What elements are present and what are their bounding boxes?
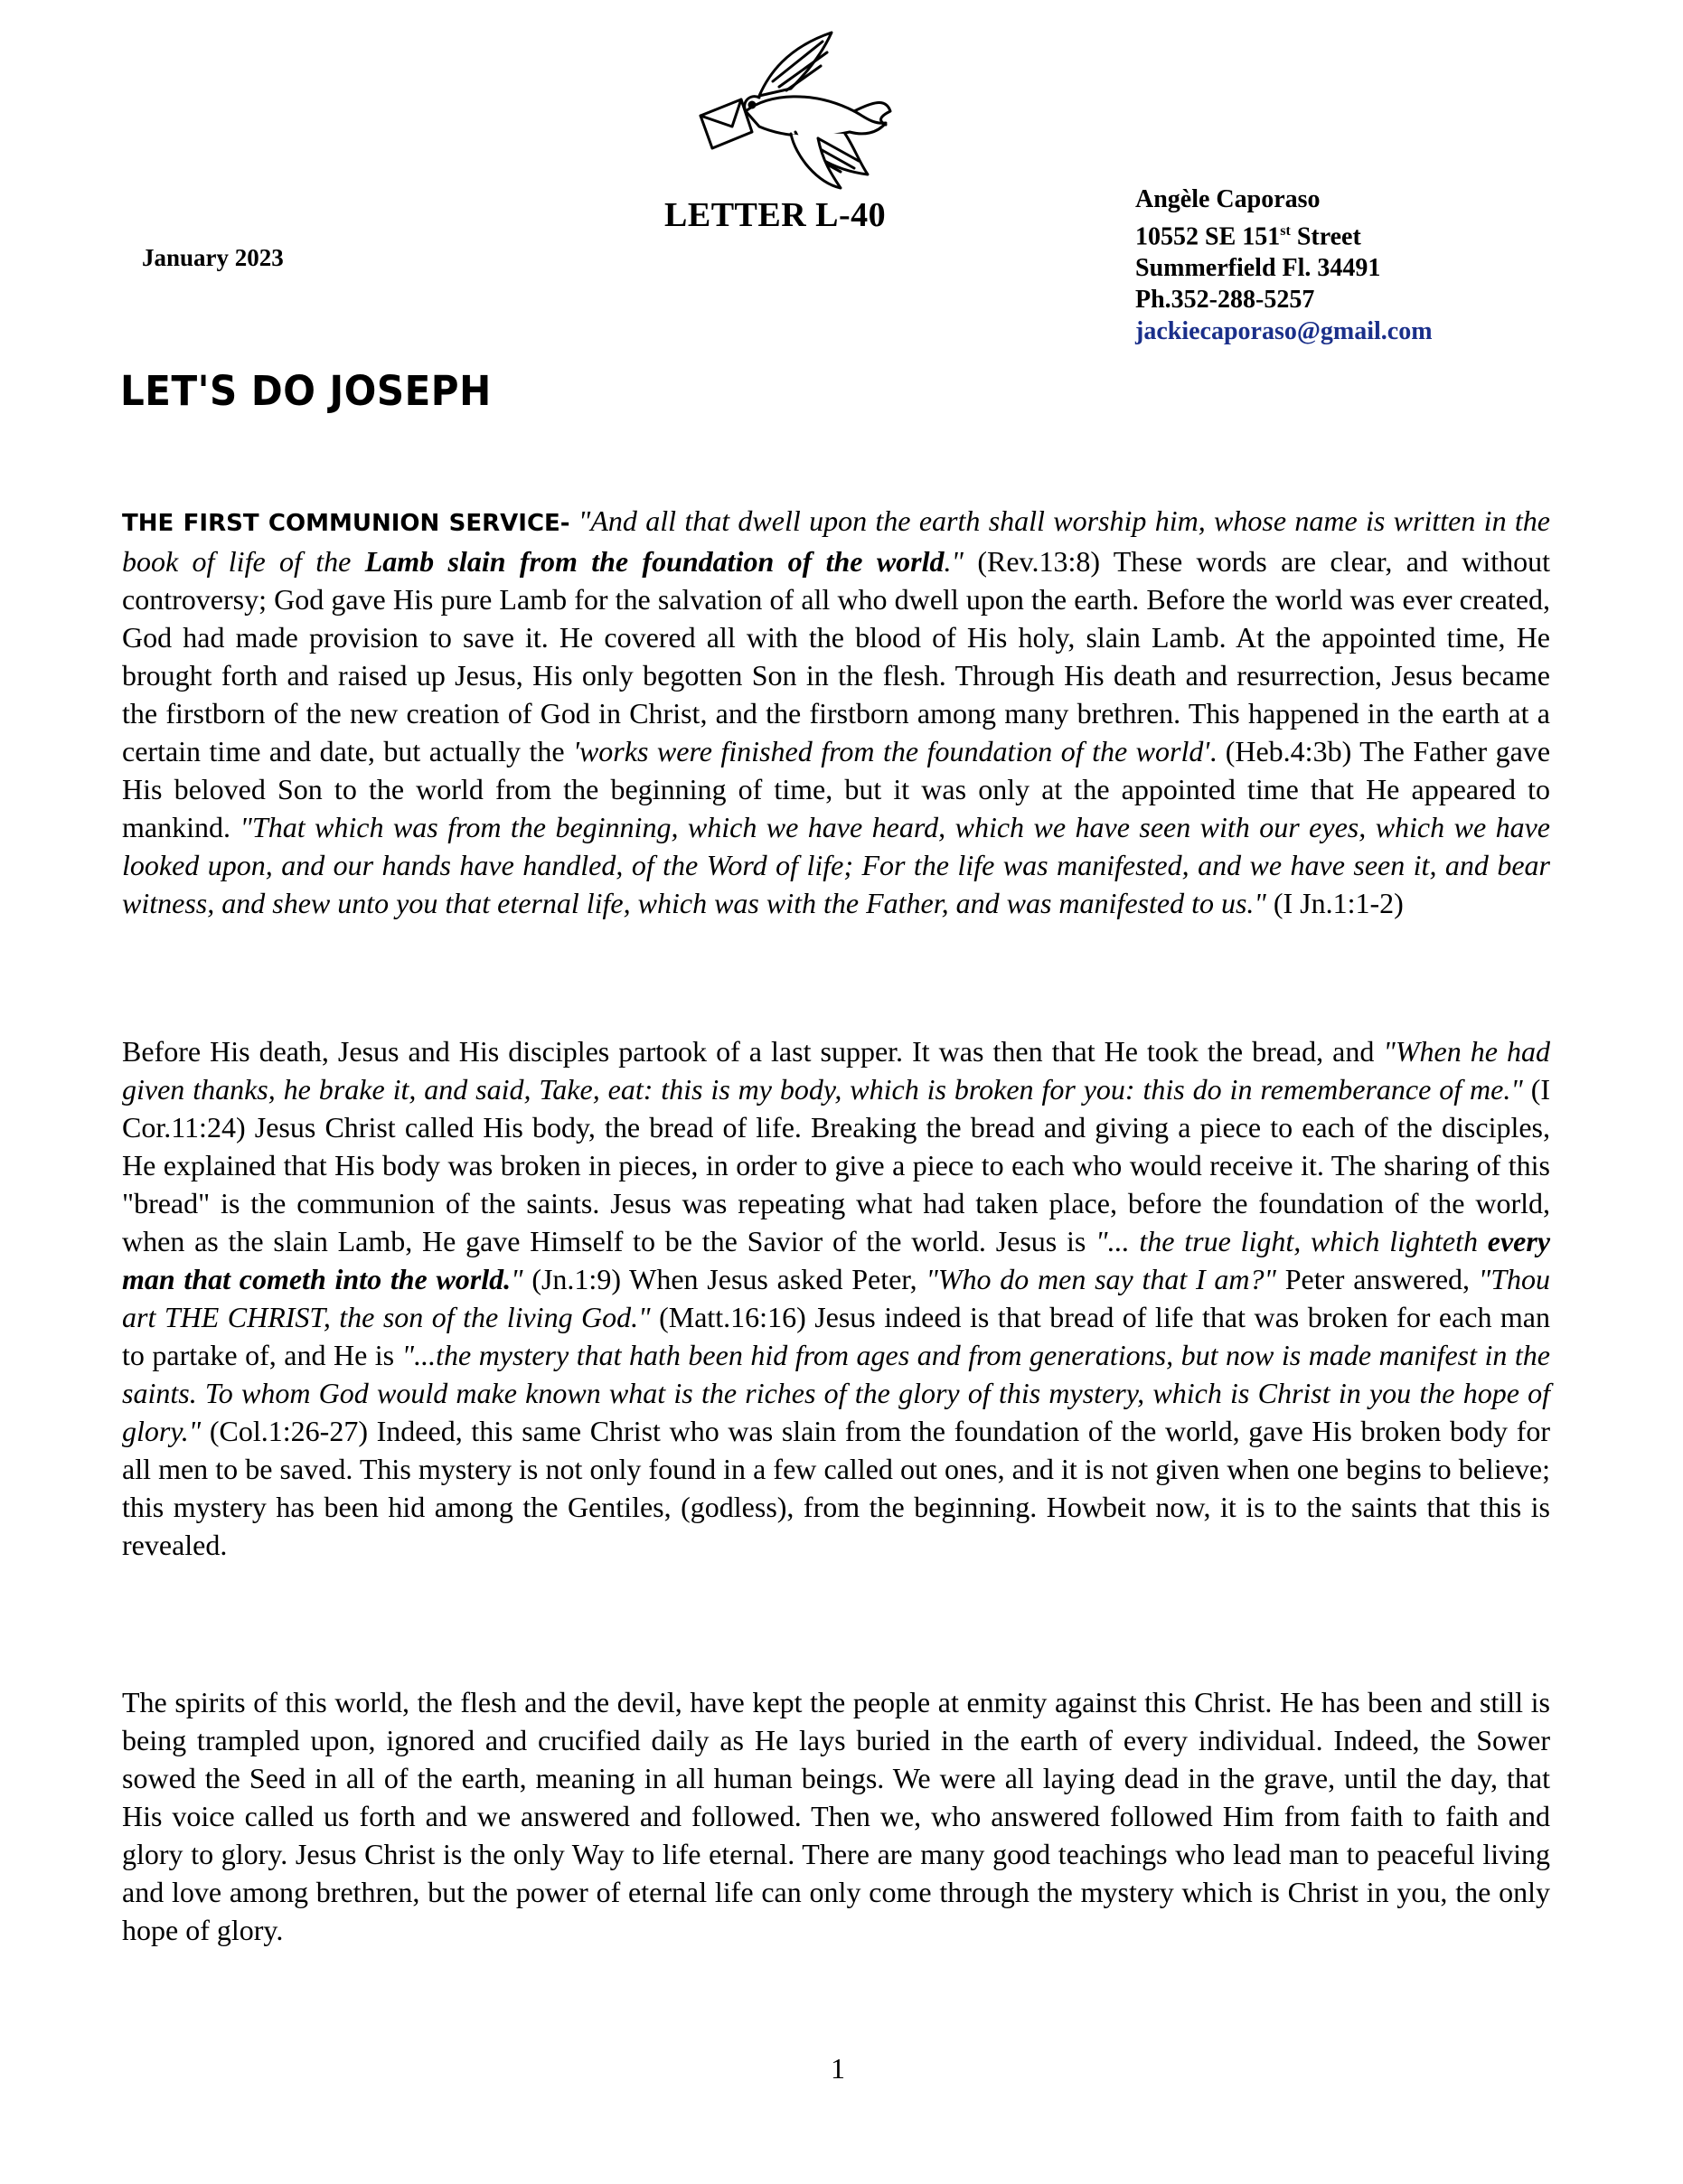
sender-name: Angèle Caporaso [1135,185,1321,213]
section-title: THE FIRST COMMUNION SERVICE- [122,510,570,537]
street-ordinal: st [1280,223,1291,239]
paragraph-3: The spirits of this world, the flesh and the devil, have kept the people at enmity against this Christ. He has been and still is being trampled upon, ignored and crucified daily as He lays buried in the earth of every individual. Indeed, the Sower sowed the Seed in all of the earth, meaning in all human beings. We were all laying dead in the grave, until the day, that His voice called us forth and we answered and followed. Then we, who answered followed Him from faith to faith and glory to glory. Jesus Christ is the only Way to life eternal. There are many good teachings who lead man to peaceful living and love among brethren, but the power of eternal life can only come through the mystery which is Christ in you, the only hope of glory. [122,1686,1550,1946]
sender-street [1135,215,1433,252]
sender-phone: Ph.352-288-5257 [1135,286,1315,315]
street-name: Street [1290,222,1361,251]
sender-email-link[interactable]: jackiecaporaso@gmail.com [1135,317,1433,346]
paragraph-2: Before His death, Jesus and His disciples partook of a last supper. It was then that He took the bread, and "When he had given thanks, he brake it, and said, Take, eat: this is my body, which is broken for you: this do in rememberance of me." (I Cor.11:24) Jesus Christ called His body, the bread of life. Breaking the bread and giving a piece to each of the disciples, He explained that His body was broken in pieces, in order to give a piece to each who would receive it. The sharing of this "bread" is the communion of the saints. Jesus was repeating what had taken place, before the foundation of the world, when as the slain Lamb, He gave Himself to be the Savior of the world. Jesus is "... the true light, which lighteth every man that cometh into the world." (Jn.1:9) When Jesus asked Peter, "Who do men say that I am?" Peter answered, "Thou art THE CHRIST, the son of the living God." (Matt.16:16) Jesus indeed is that bread of life that was broken for each man to partake of, and He is "...the mystery that hath been hid from ages and from generations, but now is made manifest in the saints. To whom God would make known what is the riches of the glory of this mystery, which is Christ in you the hope of glory." (Col.1:26-27) Indeed, this same Christ who was slain from the foundation of the world, gave His broken body for all men to be saved. This mystery is not only found in a few called out ones, and it is not given when one begins to believe; this mystery has been hid among the Gentiles, (godless), from the beginning. Howbeit now, it is to the saints that this is revealed. [122,1035,1551,1561]
sender-city: Summerfield Fl. 34491 [1135,254,1381,283]
street-number: 10552 SE 151 [1135,222,1281,251]
page-number: 1 [831,2052,845,2085]
sender-address [1135,184,1433,347]
letter-date: January 2023 [142,244,284,271]
paragraph-1: THE FIRST COMMUNION SERVICE- "And all that dwell upon the earth shall worship him, whose name is written in the book of life of the Lamb slain from the foundation of the world." (Rev.13:8) These words are clear, and without controversy; God gave His pure Lamb for the salvation of all who dwell upon the earth. Before the world was ever created, God had made provision to save it. He covered all with the blood of His holy, slain Lamb. At the appointed time, He brought forth and raised up Jesus, His only begotten Son in the flesh. Through His death and resurrection, Jesus became the firstborn of the new creation of God in Christ, and the firstborn among many brethren. This happened in the earth at a certain time and date, but actually the 'works were finished from the foundation of the world'. (Heb.4:3b) The Father gave His beloved Son to the world from the beginning of time, but it was only at the appointed time that He appeared to mankind. "That which was from the beginning, which we have heard, which we have seen with our eyes, which we have looked upon, and our hands have handled, of the Word of life; For the life was manifested, and we have seen it, and bear witness, and shew unto you that eternal life, which was with the Father, and was manifested to us." (I Jn.1:1-2) [122,504,1551,919]
page-heading: LET'S DO JOSEPH [120,367,492,415]
letter-title: LETTER L-40 [664,196,887,234]
dove-with-letter-icon [696,25,895,197]
